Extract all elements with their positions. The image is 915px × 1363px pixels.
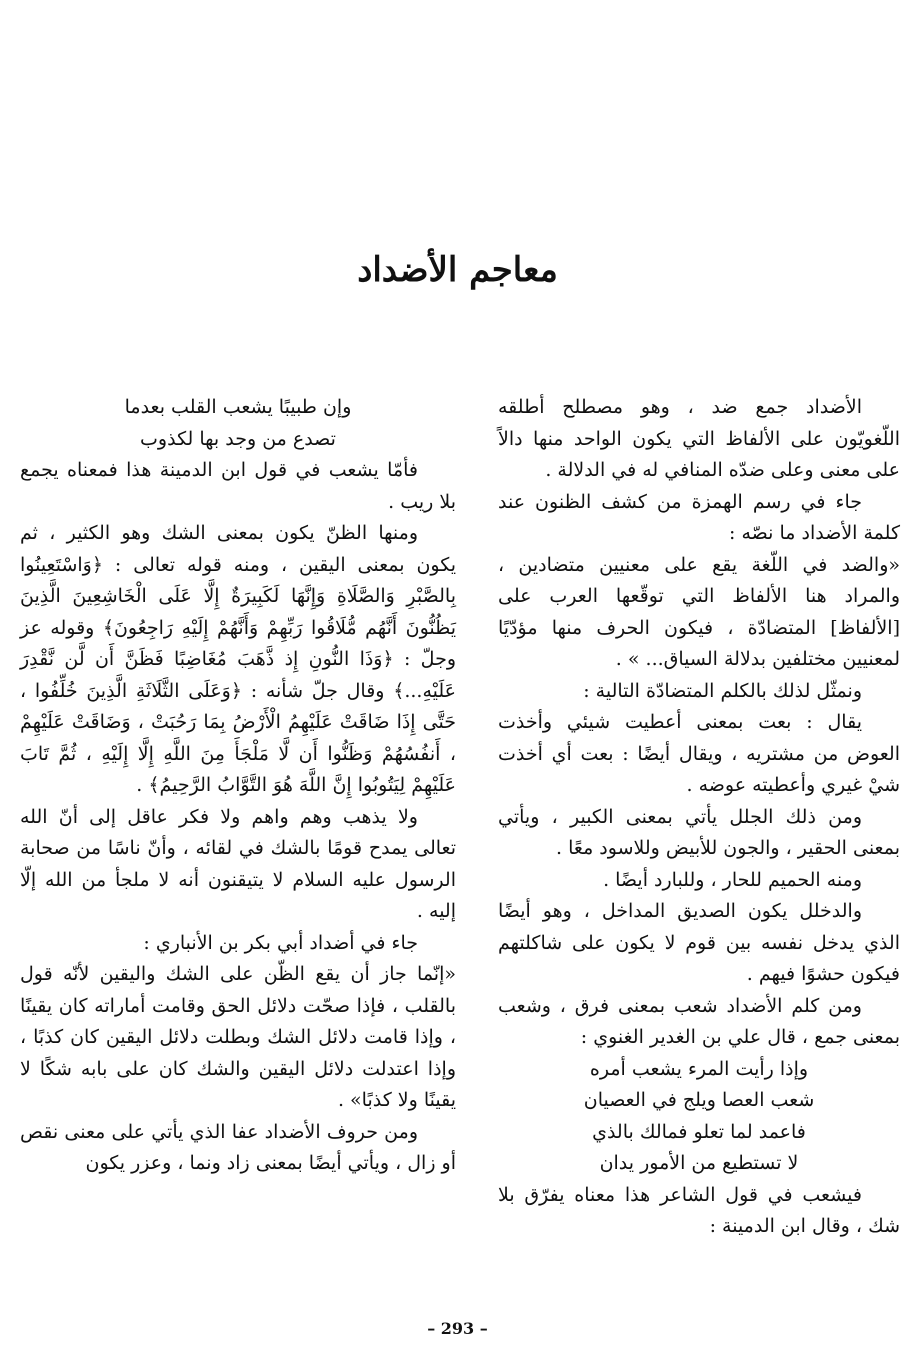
verse-line: لا تستطيع من الأمور يدان xyxy=(599,1152,799,1174)
paragraph: ولا يذهب وهم واهم ولا فكر عاقل إلى أنّ الله تعالى يمدح قومًا بالشك في لقائه ، وأنّ ناسًا من صحابة الرسول عليه السلام لا يتيقنون أنه لا ملجأ من الله إلّا إليه . xyxy=(20,805,456,922)
paragraph: ونمثّل لذلك بالكلم المتضادّة التالية : xyxy=(583,679,862,702)
paragraph: جاء في أضداد أبي بكر بن الأنباري : xyxy=(143,931,418,954)
verse-line: وإذا رأيت المرء يشعب أمره xyxy=(589,1057,809,1080)
paragraph: ومن كلم الأضداد شعب بمعنى فرق ، وشعب بمعنى جمع ، قال علي بن الغدير الغنوي : xyxy=(498,994,900,1048)
page-title: معاجم الأضداد xyxy=(357,250,558,290)
paragraph: فيشعب في قول الشاعر هذا معناه يفرّق بلا شك ، وقال ابن الدمينة : xyxy=(498,1183,900,1237)
right-column xyxy=(498,392,900,1243)
left-column xyxy=(20,392,456,1180)
quote-paragraph: «والضد في اللّغة يقع على معنيين متضادين ، والمراد هنا الألفاظ التي توقّعها العرب على [الألفاظ] المتضادّة ، فيكون الحرف منها مؤدّيًا لمعنيين مختلفين بدلالة السياق... » . xyxy=(498,553,900,670)
paragraph: الأضداد جمع ضد ، وهو مصطلح أطلقه اللّغويّون على الألفاظ التي يكون الواحد منها دالاً على معنى وعلى ضدّه المنافي له في الدلالة . xyxy=(498,396,900,481)
verse-line: تصدع من وجد بها لكذوب xyxy=(140,427,336,450)
paragraph: ومنه الحميم للحار ، وللبارد أيضًا . xyxy=(603,868,862,891)
paragraph: يقال : بعت بمعنى أعطيت شيئي وأخذت العوض من مشتريه ، ويقال أيضًا : بعت أي أخذت شيْ غيري وأعطيته عوضه . xyxy=(498,711,900,796)
verse-line: فاعمد لما تعلو فمالك بالذي xyxy=(592,1120,806,1143)
verse-line: شعب العصا ويلج في العصيان xyxy=(583,1089,815,1111)
paragraph: والدخلل يكون الصديق المداخل ، وهو أيضًا الذي يدخل نفسه بين قوم لا يكون على شاكلتهم فيكون حشوًا فيهم . xyxy=(498,900,900,985)
paragraph: ومن ذلك الجلل يأتي بمعنى الكبير ، ويأتي بمعنى الحقير ، والجون للأبيض وللاسود معًا . xyxy=(498,805,900,859)
paragraph: فأمّا يشعب في قول ابن الدمينة هذا فمعناه يجمع بلا ريب . xyxy=(20,459,456,513)
verse-line: وإن طبيبًا يشعب القلب بعدما xyxy=(124,396,352,418)
paragraph: ومنها الظنّ يكون بمعنى الشك وهو الكثير ، ثم يكون بمعنى اليقين ، ومنه قوله تعالى : ﴿وَاسْتَعِينُوا بِالصَّبْرِ وَالصَّلَاةِ وَإِنَّهَا لَكَبِيرَةٌ إِلَّا عَلَى الْخَاشِعِينَ الَّذِينَ يَظُنُّونَ أَنَّهُم مُّلَاقُوا رَبِّهِمْ وَأَنَّهُمْ إِلَيْهِ رَاجِعُونَ﴾ وقوله عز وجلّ : ﴿وَذَا النُّونِ إِذ ذَّهَبَ مُغَاضِبًا فَظَنَّ أَن لَّن نَّقْدِرَ عَلَيْهِ...﴾ وقال جلّ شأنه : ﴿وَعَلَى الثَّلَاثَةِ الَّذِينَ خُلِّفُوا ، حَتَّى إِذَا ضَاقَتْ عَلَيْهِمُ الْأَرْضُ بِمَا رَحُبَتْ ، وَضَاقَتْ عَلَيْهِمْ ، أَنفُسُهُمْ وَظَنُّوا أَن لَّا مَلْجَأَ مِنَ اللَّهِ إِلَّا إِلَيْهِ ، ثُمَّ تَابَ عَلَيْهِمْ لِيَتُوبُوا إِنَّ اللَّهَ هُوَ التَّوَّابُ الرَّحِيمُ﴾ . xyxy=(20,522,456,796)
paragraph: ومن حروف الأضداد عفا الذي يأتي على معنى نقص أو زال ، ويأتي أيضًا بمعنى زاد ونما ، وعزر يكون xyxy=(20,1120,456,1174)
paragraph: جاء في رسم الهمزة من كشف الظنون عند كلمة الأضداد ما نصّه : xyxy=(498,490,900,544)
page-number: – 293 – xyxy=(427,1319,488,1338)
quote-paragraph: «إنّما جاز أن يقع الظّن على الشك واليقين لأنّه قول بالقلب ، فإذا صحّت دلائل الحق وقامت أماراته كان يقينًا ، وإذا قامت دلائل الشك وبطلت دلائل اليقين كان كذبًا ، وإذا اعتدلت دلائل اليقين والشك كان على بابه شكًا لا يقينًا ولا كذبًا» . xyxy=(20,963,456,1111)
